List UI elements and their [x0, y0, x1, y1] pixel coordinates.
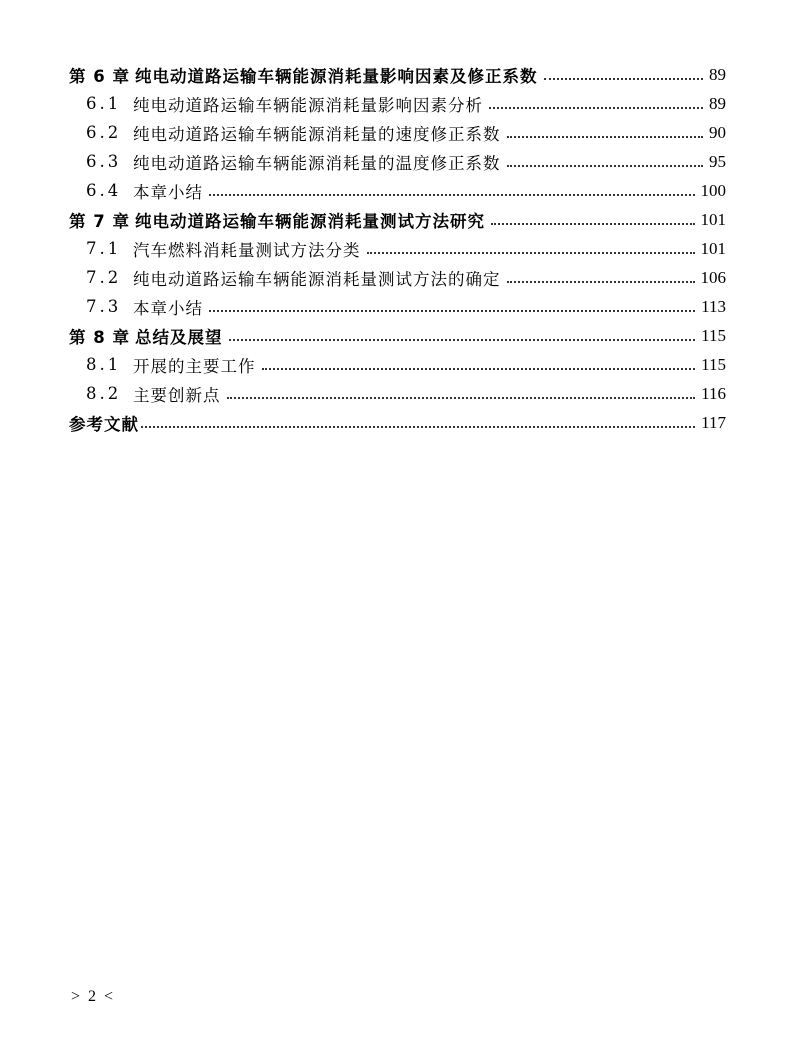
- toc-entry-section-6-4[interactable]: [86, 176, 726, 205]
- dot-leader: [507, 165, 704, 167]
- toc-entry-number: 6.4: [86, 181, 122, 200]
- toc-entry-number: 7.2: [86, 268, 122, 287]
- toc-entry-title: 纯电动道路运输车辆能源消耗量影响因素分析: [133, 95, 483, 115]
- toc-entry-section-7-3[interactable]: [86, 292, 726, 321]
- toc-entry-page: 95: [709, 151, 726, 171]
- toc-entry-section-8-1[interactable]: [86, 350, 726, 379]
- toc-entry-page: 101: [700, 209, 726, 229]
- toc-entry-number: 第 8 章: [69, 327, 130, 347]
- dot-leader: [209, 194, 695, 196]
- toc-entry-references[interactable]: [69, 408, 726, 437]
- dot-leader: [491, 223, 695, 225]
- toc-entry-page: 115: [701, 325, 726, 345]
- toc-entry-title: 本章小结: [133, 298, 203, 318]
- toc-entry-number: 8.2: [86, 384, 122, 403]
- toc-entry-section-8-2[interactable]: [86, 379, 726, 408]
- toc-entry-title: 纯电动道路运输车辆能源消耗量的速度修正系数: [133, 124, 501, 144]
- dot-leader: [262, 368, 696, 370]
- toc-entry-title: 纯电动道路运输车辆能源消耗量测试方法的确定: [133, 269, 501, 289]
- dot-leader: [141, 426, 695, 428]
- dot-leader: [507, 281, 695, 283]
- toc-entry-section-6-2[interactable]: [86, 118, 726, 147]
- toc-entry-title: 开展的主要工作: [133, 356, 256, 376]
- toc-entry-title: 纯电动道路运输车辆能源消耗量影响因素及修正系数: [135, 66, 538, 86]
- toc-entry-number: 第 6 章: [69, 66, 130, 86]
- toc-entry-chapter-7[interactable]: [69, 205, 726, 234]
- dot-leader: [367, 252, 695, 254]
- toc-entry-page: 106: [700, 267, 726, 287]
- toc-entry-page: 117: [701, 412, 726, 432]
- toc-entry-title: 汽车燃料消耗量测试方法分类: [133, 240, 361, 260]
- toc-entry-page: 89: [709, 93, 726, 113]
- toc-entry-number: 8.1: [86, 355, 122, 374]
- toc-entry-section-6-3[interactable]: [86, 147, 726, 176]
- toc-entry-page: 113: [701, 296, 726, 316]
- page-number-footer: > 2 <: [71, 988, 116, 1005]
- toc-entry-title: 总结及展望: [135, 327, 223, 347]
- toc-entry-title: 纯电动道路运输车辆能源消耗量测试方法研究: [135, 211, 485, 231]
- dot-leader: [209, 310, 695, 312]
- toc-entry-page: 116: [701, 383, 726, 403]
- toc-entry-chapter-8[interactable]: [69, 321, 726, 350]
- toc-entry-number: 6.3: [86, 152, 122, 171]
- dot-leader: [507, 136, 704, 138]
- toc-entry-page: 100: [700, 180, 726, 200]
- toc-entry-number: 第 7 章: [69, 211, 130, 231]
- toc-entry-number: 6.2: [86, 123, 122, 142]
- dot-leader: [229, 339, 696, 341]
- toc-entry-section-7-2[interactable]: [86, 263, 726, 292]
- toc-entry-section-6-1[interactable]: [86, 89, 726, 118]
- toc-entry-page: 89: [709, 64, 726, 84]
- toc-entry-number: 7.3: [86, 297, 122, 316]
- dot-leader: [227, 397, 696, 399]
- toc-entry-title: 参考文献: [69, 414, 139, 434]
- toc-entry-title: 主要创新点: [133, 385, 221, 405]
- dot-leader: [489, 107, 703, 109]
- toc-entry-title: 纯电动道路运输车辆能源消耗量的温度修正系数: [133, 153, 501, 173]
- toc-entry-page: 90: [709, 122, 726, 142]
- toc-entry-number: 6.1: [86, 94, 122, 113]
- toc-entry-section-7-1[interactable]: [86, 234, 726, 263]
- toc-entry-number: 7.1: [86, 239, 122, 258]
- toc-entry-chapter-6[interactable]: [69, 60, 726, 89]
- toc-entry-page: 115: [701, 354, 726, 374]
- toc-entry-title: 本章小结: [133, 182, 203, 202]
- dot-leader: [544, 78, 704, 80]
- toc-entry-page: 101: [700, 238, 726, 258]
